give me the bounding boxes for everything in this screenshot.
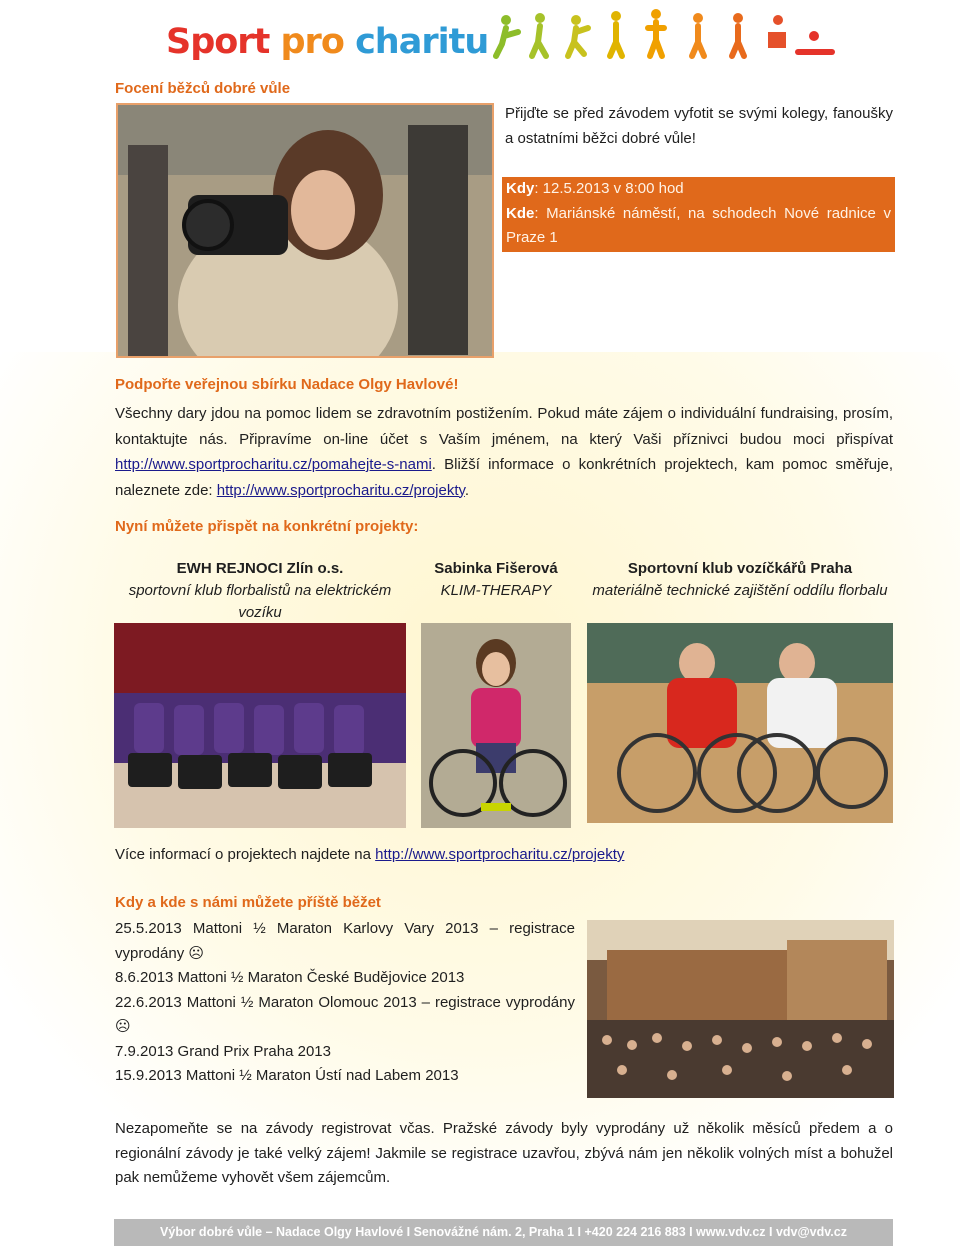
logo-text: Sport pro charitu xyxy=(166,22,489,62)
footer-bar: Výbor dobré vůle – Nadace Olgy Havlové I Senovážné nám. 2, Praha 1 I +420 224 216 883 I www.vdv.cz I vdv@vdv.cz xyxy=(114,1219,893,1246)
project-card-rejnoci xyxy=(114,558,406,624)
when-label: Kdy xyxy=(506,180,535,197)
photographer-photo xyxy=(116,103,494,358)
sport-figures-icon xyxy=(492,8,837,60)
list-item: 8.6.2013 Mattoni ½ Maraton České Budějovice 2013 xyxy=(115,969,465,986)
project-desc: materiálně technické zajištění oddílu florbalu xyxy=(592,582,888,599)
photo-intro-text: Přijďte se před závodem vyfotit se svými kolegy, fanoušky a ostatními běžci dobré vůle! xyxy=(505,105,893,147)
project-card-sabinka xyxy=(421,558,571,602)
donation-link[interactable]: http://www.sportprocharitu.cz/pomahejte-s-nami xyxy=(115,456,432,473)
project-card-svk-praha xyxy=(587,558,893,602)
project-desc: sportovní klub florbalistů na elektrickém vozíku xyxy=(128,582,392,621)
team-photo xyxy=(114,623,406,828)
list-item: 25.5.2013 Mattoni ½ Maraton Karlovy Vary 2013 – registrace vyprodány ☹ xyxy=(115,920,575,962)
when-value: : 12.5.2013 v 8:00 hod xyxy=(534,180,684,197)
project-name: Sportovní klub vozíčkářů Praha xyxy=(627,560,853,577)
where-label: Kde xyxy=(506,204,535,222)
section-title-races: Kdy a kde s námi můžete příště běžet xyxy=(115,894,381,911)
section-title-donation: Podpořte veřejnou sbírku Nadace Olgy Havlové! xyxy=(115,376,459,393)
project-name: EWH REJNOCI Zlín o.s. xyxy=(176,560,344,577)
section-title-photo: Focení běžců dobré vůle xyxy=(115,80,291,97)
where-value: : Mariánské náměstí, na schodech Nové radnice v Praze 1 xyxy=(506,204,891,246)
project-desc: KLIM-THERAPY xyxy=(440,582,552,599)
donation-paragraph: Všechny dary jdou na pomoc lidem se zdravotním postižením. Pokud máte zájem o individuální fundraising, prosím, kontaktujte nás. Připravíme on-line účet s Vaším jménem, na který Vaši příznivci budou moci přispívat http://www.sportprocharitu.cz/pomahejte-s-nami. Bližší informace o konkrétních projektech, kam pomoc směřuje, naleznete zde: http://www.sportprocharitu.cz/projekty. xyxy=(115,405,893,499)
list-item: 22.6.2013 Mattoni ½ Maraton Olomouc 2013 – registrace vyprodány ☹ xyxy=(115,993,575,1035)
event-info-box xyxy=(502,177,895,252)
projects-more-info: Více informací o projektech najdete na http://www.sportprocharitu.cz/projekty xyxy=(115,846,625,863)
section-title-projects: Nyní můžete přispět na konkrétní projekty: xyxy=(115,518,419,535)
girl-wheelchair-photo xyxy=(421,623,571,828)
wheelchair-florbal-photo xyxy=(587,623,893,823)
marathon-crowd-photo xyxy=(587,920,894,1098)
closing-paragraph: Nezapomeňte se na závody registrovat včas. Pražské závody byly vyprodány už několik měsíců předem a o regionální závody je také velký zájem! Jakmile se registrace uzavřou, zbývá nám jen několik volných míst a bohužel pak nemůžeme vyhovět všem zájemcům. xyxy=(115,1120,893,1186)
race-list xyxy=(115,917,575,1089)
project-name: Sabinka Fišerová xyxy=(434,560,558,577)
projects-link[interactable]: http://www.sportprocharitu.cz/projekty xyxy=(216,481,465,499)
list-item: 15.9.2013 Mattoni ½ Maraton Ústí nad Labem 2013 xyxy=(115,1067,459,1084)
projects-more-link[interactable]: http://www.sportprocharitu.cz/projekty xyxy=(375,846,625,863)
list-item: 7.9.2013 Grand Prix Praha 2013 xyxy=(115,1042,331,1060)
